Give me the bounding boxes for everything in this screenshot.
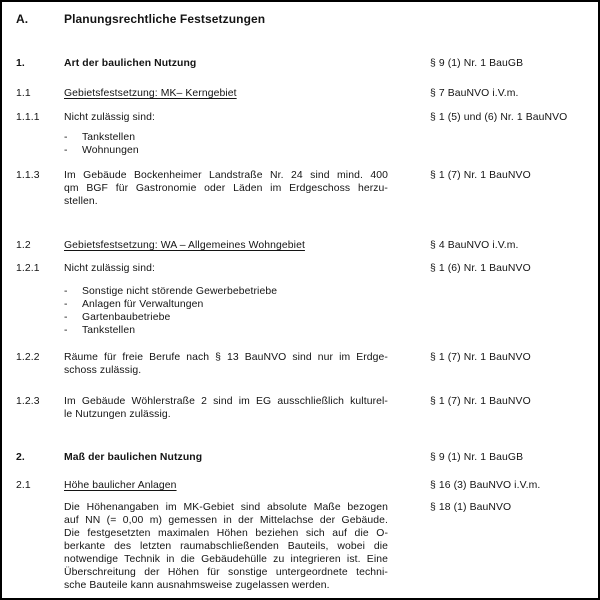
legal-ref: § 9 (1) Nr. 1 BauGB (430, 452, 524, 463)
legal-ref: § 18 (1) BauNVO (430, 502, 512, 513)
clause-title: Gebietsfestsetzung: MK– Kerngebiet (64, 88, 237, 99)
bullet-dash: - (64, 145, 68, 156)
bullet-text: Sonstige nicht störende Gewerbebetriebe (82, 286, 278, 297)
clause-row-1-2 (16, 239, 592, 252)
clause-title: Art der baulichen Nutzung (64, 58, 197, 69)
paragraph-line: Im Gebäude Bockenheimer Landstraße Nr. 24 sind mind. 400 (64, 170, 388, 181)
bullet-dash: - (64, 299, 68, 310)
clause-number: 1. (16, 58, 25, 69)
document-header-row (16, 12, 592, 26)
legal-ref: § 1 (6) Nr. 1 BauNVO (430, 263, 531, 274)
bullet-dash: - (64, 312, 68, 323)
legal-ref: § 1 (7) Nr. 1 BauNVO (430, 352, 531, 363)
clause-row-2 (16, 451, 592, 464)
bullet-text: Gartenbaubetriebe (82, 312, 171, 323)
clause-number: 1.2.2 (16, 352, 40, 363)
paragraph-line: le Nutzungen zulässig. (64, 409, 171, 420)
clause-row-1-1 (16, 87, 592, 100)
clause-title: Gebietsfestsetzung: WA – Allgemeines Wohngebiet (64, 240, 305, 251)
clause-row-2-1 (16, 479, 592, 492)
clause-paragraph (64, 501, 388, 592)
clause-number: 2. (16, 452, 25, 463)
clause-paragraph (64, 169, 388, 208)
paragraph-line: qm BGF für Gastronomie oder Läden im Erdgeschoss herzu- (64, 183, 388, 194)
legal-ref: § 1 (5) und (6) Nr. 1 BauNVO (430, 112, 568, 123)
clause-row-1-1-1 (16, 111, 592, 124)
section-letter: A. (16, 12, 29, 26)
paragraph-line: berkante des letzten raumabschließenden Bauteils, wobei die (64, 541, 388, 552)
paragraph-line: Die festgesetzten maximalen Höhen beziehen sich auf die O- (64, 528, 388, 539)
clause-paragraph (64, 351, 388, 377)
paragraph-line: auf NN (= 0,00 m) gemessen in der Mittelachse der Gebäude. (64, 515, 388, 526)
bullet-dash: - (64, 132, 68, 143)
clause-row-1-2-3 (16, 395, 592, 421)
bullet-list-mk (16, 131, 592, 157)
paragraph-line: sche Bauteile kann ausnahmsweise zugelassen werden. (64, 580, 330, 591)
bullet-text: Tankstellen (82, 325, 136, 336)
paragraph-line: notwendige Technik in die Gebäudehülle zu integrieren ist. Eine (64, 554, 388, 565)
clause-number: 1.1.1 (16, 112, 40, 123)
clause-title: Nicht zulässig sind: (64, 263, 155, 274)
bullet-dash: - (64, 325, 68, 336)
bullet-item (64, 324, 388, 337)
clause-number: 1.2 (16, 240, 31, 251)
bullet-item (64, 311, 388, 324)
clause-paragraph (64, 395, 388, 421)
paragraph-line: stellen. (64, 196, 98, 207)
bullet-list-wa (16, 285, 592, 337)
legal-ref: § 4 BauNVO i.V.m. (430, 240, 519, 251)
bullet-item (64, 131, 388, 144)
clause-row-1-2-2 (16, 351, 592, 377)
bullet-text: Wohnungen (82, 145, 139, 156)
clause-number: 1.1.3 (16, 170, 40, 181)
bullet-text: Anlagen für Verwaltungen (82, 299, 204, 310)
document-title: Planungsrechtliche Festsetzungen (64, 12, 266, 26)
clause-title: Maß der baulichen Nutzung (64, 452, 203, 463)
paragraph-line: Die Höhenangaben im MK-Gebiet sind absolute Maße bezogen (64, 502, 388, 513)
paragraph-line: Im Gebäude Wöhlerstraße 2 sind im EG ausschließlich kulturel- (64, 396, 388, 407)
clause-paragraph-row-2-1 (16, 501, 592, 592)
clause-title: Nicht zulässig sind: (64, 112, 155, 123)
paragraph-line: schoss zulässig. (64, 365, 142, 376)
bullet-text: Tankstellen (82, 132, 136, 143)
paragraph-line: Räume für freie Berufe nach § 13 BauNVO sind nur im Erdge- (64, 352, 388, 363)
clause-number: 1.2.3 (16, 396, 40, 407)
clause-row-1-2-1 (16, 262, 592, 275)
clause-number: 1.1 (16, 88, 31, 99)
clause-row-1 (16, 57, 592, 70)
legal-ref: § 1 (7) Nr. 1 BauNVO (430, 170, 531, 181)
bullet-item (64, 285, 388, 298)
legal-ref: § 16 (3) BauNVO i.V.m. (430, 480, 541, 491)
bullet-item (64, 144, 388, 157)
legal-ref: § 1 (7) Nr. 1 BauNVO (430, 396, 531, 407)
paragraph-line: Überschreitung der Höhen für sonstige untergeordnete techni- (64, 567, 388, 578)
clause-row-1-1-3 (16, 169, 592, 208)
legal-ref: § 7 BauNVO i.V.m. (430, 88, 519, 99)
bullet-item (64, 298, 388, 311)
legal-ref: § 9 (1) Nr. 1 BauGB (430, 58, 524, 69)
clause-number: 1.2.1 (16, 263, 40, 274)
clause-number: 2.1 (16, 480, 31, 491)
clause-title: Höhe baulicher Anlagen (64, 480, 177, 491)
bullet-dash: - (64, 286, 68, 297)
